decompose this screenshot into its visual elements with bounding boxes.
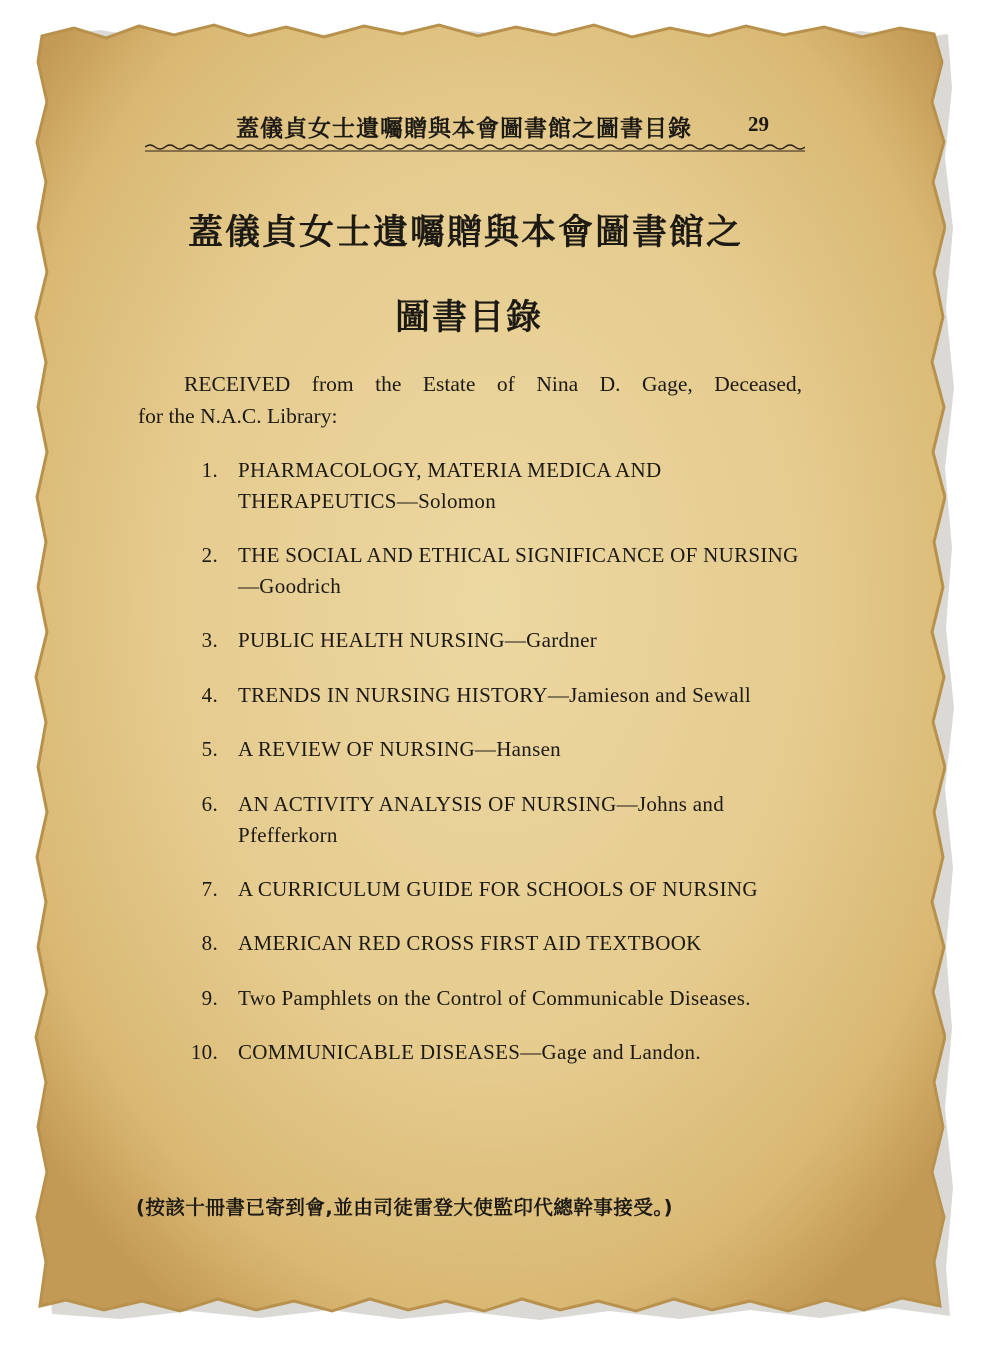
- book-title: A CURRICULUM GUIDE FOR SCHOOLS OF NURSING: [238, 877, 758, 901]
- book-number: 3.: [201, 628, 218, 652]
- book-item: [176, 789, 800, 851]
- title-line-1: 蓋儀貞女士遺囑贈與本會圖書館之: [188, 213, 744, 253]
- book-item: [176, 928, 800, 959]
- intro-paragraph: [138, 368, 802, 432]
- book-title: A REVIEW OF NURSING—Hansen: [238, 737, 561, 761]
- book-item: [176, 983, 800, 1014]
- book-number: 1.: [201, 458, 218, 482]
- book-item: [176, 680, 800, 711]
- book-title: THE SOCIAL AND ETHICAL SIGNIFICANCE OF NURSING—Goodrich: [238, 543, 799, 598]
- book-item: [176, 734, 800, 765]
- book-title: PHARMACOLOGY, MATERIA MEDICA AND THERAPEUTICS—Solomon: [238, 458, 662, 513]
- title-line-2: 圖書目錄: [395, 298, 544, 338]
- book-title: AMERICAN RED CROSS FIRST AID TEXTBOOK: [238, 931, 702, 955]
- book-number: 2.: [201, 543, 218, 567]
- book-item: [176, 625, 800, 656]
- running-head: 蓋儀貞女士遺囑贈與本會圖書館之圖書目錄: [236, 116, 692, 142]
- book-number: 10.: [190, 1040, 218, 1064]
- book-item: [176, 874, 800, 905]
- intro-line-2: for the N.A.C. Library:: [138, 404, 338, 428]
- page-number: 29: [748, 112, 769, 136]
- book-list: [176, 455, 800, 1068]
- book-number: 7.: [201, 877, 218, 901]
- book-title: TRENDS IN NURSING HISTORY—Jamieson and Sewall: [238, 683, 752, 707]
- book-number: 5.: [201, 737, 218, 761]
- book-number: 9.: [201, 986, 218, 1010]
- book-title: AN ACTIVITY ANALYSIS OF NURSING—Johns and Pfefferkorn: [238, 792, 725, 847]
- book-number: 4.: [201, 683, 218, 707]
- wavy-rule: [145, 143, 805, 155]
- book-number: 6.: [201, 792, 218, 816]
- intro-line-1: RECEIVED from the Estate of Nina D. Gage, Deceased,: [184, 372, 802, 396]
- book-item: [176, 455, 800, 517]
- book-title: Two Pamphlets on the Control of Communicable Diseases.: [238, 986, 751, 1010]
- book-title: PUBLIC HEALTH NURSING—Gardner: [238, 628, 598, 652]
- book-number: 8.: [201, 931, 218, 955]
- book-item: [176, 1037, 800, 1068]
- book-item: [176, 540, 800, 602]
- footnote: (按該十冊書已寄到會,並由司徒雷登大使監印代總幹事接受。): [136, 1196, 673, 1219]
- book-title: COMMUNICABLE DISEASES—Gage and Landon.: [238, 1040, 701, 1064]
